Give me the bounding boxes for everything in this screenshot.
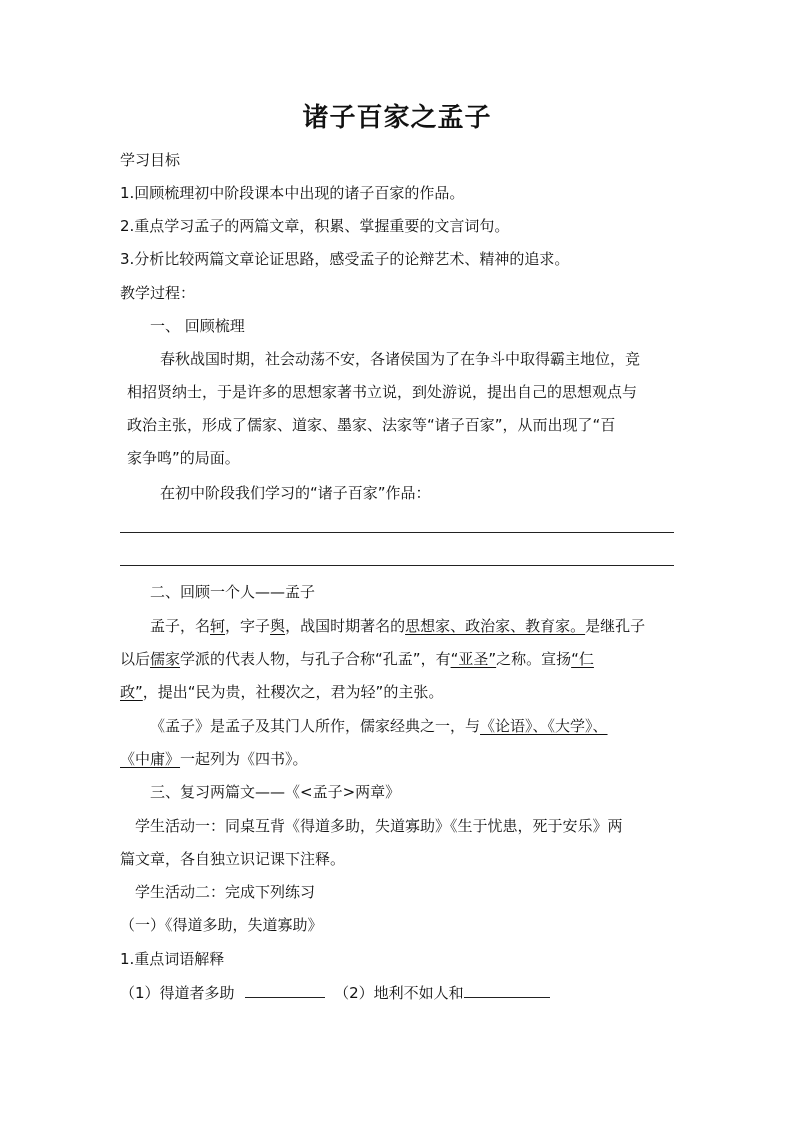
objective-item: 1.回顾梳理初中阶段课本中出现的诸子百家的作品。 <box>120 184 465 202</box>
underlined-term: “亚圣” <box>450 650 497 668</box>
section2-para2-line1 <box>150 714 608 738</box>
text-run: ，字子 <box>225 617 271 635</box>
text-run: ，提出“民为贵，社稷次之，君为轻”的主张。 <box>142 683 444 701</box>
text-run: 之称。宣扬 <box>496 650 572 668</box>
section1-para-line: 相招贤纳士，于是许多的思想家著书立说，到处游说，提出自己的思想观点与 <box>127 383 638 401</box>
section2-para1-line3 <box>120 680 443 704</box>
underlined-term: 政” <box>120 683 143 701</box>
underlined-term: 《论语》、《大学》、 <box>480 717 608 735</box>
underlined-term: 儒家 <box>150 650 181 668</box>
subsection-heading: （一）《得道多助，失道寡助》 <box>120 916 323 934</box>
underlined-term: 《中庸》 <box>120 750 181 768</box>
answer-line[interactable] <box>120 532 674 533</box>
text-run: 以后 <box>120 650 151 668</box>
section3-heading: 三、复习两篇文——《<孟子>两章》 <box>150 783 401 801</box>
section1-para-line: 家争鸣”的局面。 <box>127 449 240 467</box>
answer-blank[interactable] <box>245 981 325 998</box>
activity2-text: 学生活动二：完成下列练习 <box>135 883 316 901</box>
page-title: 诸子百家之孟子 <box>302 103 492 133</box>
section2-para2-line2 <box>120 747 308 771</box>
underlined-term: 思想家、政治家、教育家。 <box>405 617 586 635</box>
question-heading: 1.重点词语解释 <box>120 950 225 968</box>
activity1-line: 篇文章，各自独立识记课下注释。 <box>120 850 346 868</box>
underlined-term: 轲 <box>210 617 226 635</box>
works-prompt: 在初中阶段我们学习的“诸子百家”作品： <box>160 484 431 502</box>
question-row <box>120 981 550 1005</box>
text-run: 学派的代表人物，与孔子合称“孔孟”，有 <box>180 650 451 668</box>
text-run: 是继孔子 <box>585 617 646 635</box>
section1-para-line: 春秋战国时期，社会动荡不安，各诸侯国为了在争斗中取得霸主地位，竞 <box>160 350 641 368</box>
section2-heading: 二、回顾一个人——孟子 <box>150 583 316 601</box>
objectives-heading: 学习目标 <box>120 151 181 169</box>
text-run: 一起列为《四书》。 <box>180 750 308 768</box>
question-item: （2）地利不如人和 <box>334 984 464 1002</box>
text-run: 孟子，名 <box>150 617 211 635</box>
objective-item: 2.重点学习孟子的两篇文章，积累、掌握重要的文言词句。 <box>120 217 510 235</box>
activity1-line: 学生活动一：同桌互背《得道多助，失道寡助》《生于忧患，死于安乐》两 <box>135 817 623 835</box>
underlined-term: 舆 <box>270 617 286 635</box>
section1-para-line: 政治主张，形成了儒家、道家、墨家、法家等“诸子百家”，从而出现了“百 <box>127 416 616 434</box>
underlined-term: “仁 <box>571 650 594 668</box>
question-item: （1）得道者多助 <box>120 984 235 1002</box>
section1-heading: 一、 回顾梳理 <box>150 317 245 335</box>
answer-blank[interactable] <box>464 981 550 998</box>
answer-line[interactable] <box>120 565 674 566</box>
section2-para1-line2 <box>120 647 594 671</box>
text-run: ，战国时期著名的 <box>285 617 406 635</box>
section2-para1-line1 <box>150 614 645 638</box>
process-heading: 教学过程： <box>120 284 196 302</box>
text-run: 《孟子》是孟子及其门人所作，儒家经典之一，与 <box>150 717 481 735</box>
objective-item: 3.分析比较两篇文章论证思路，感受孟子的论辩艺术、精神的追求。 <box>120 250 570 268</box>
